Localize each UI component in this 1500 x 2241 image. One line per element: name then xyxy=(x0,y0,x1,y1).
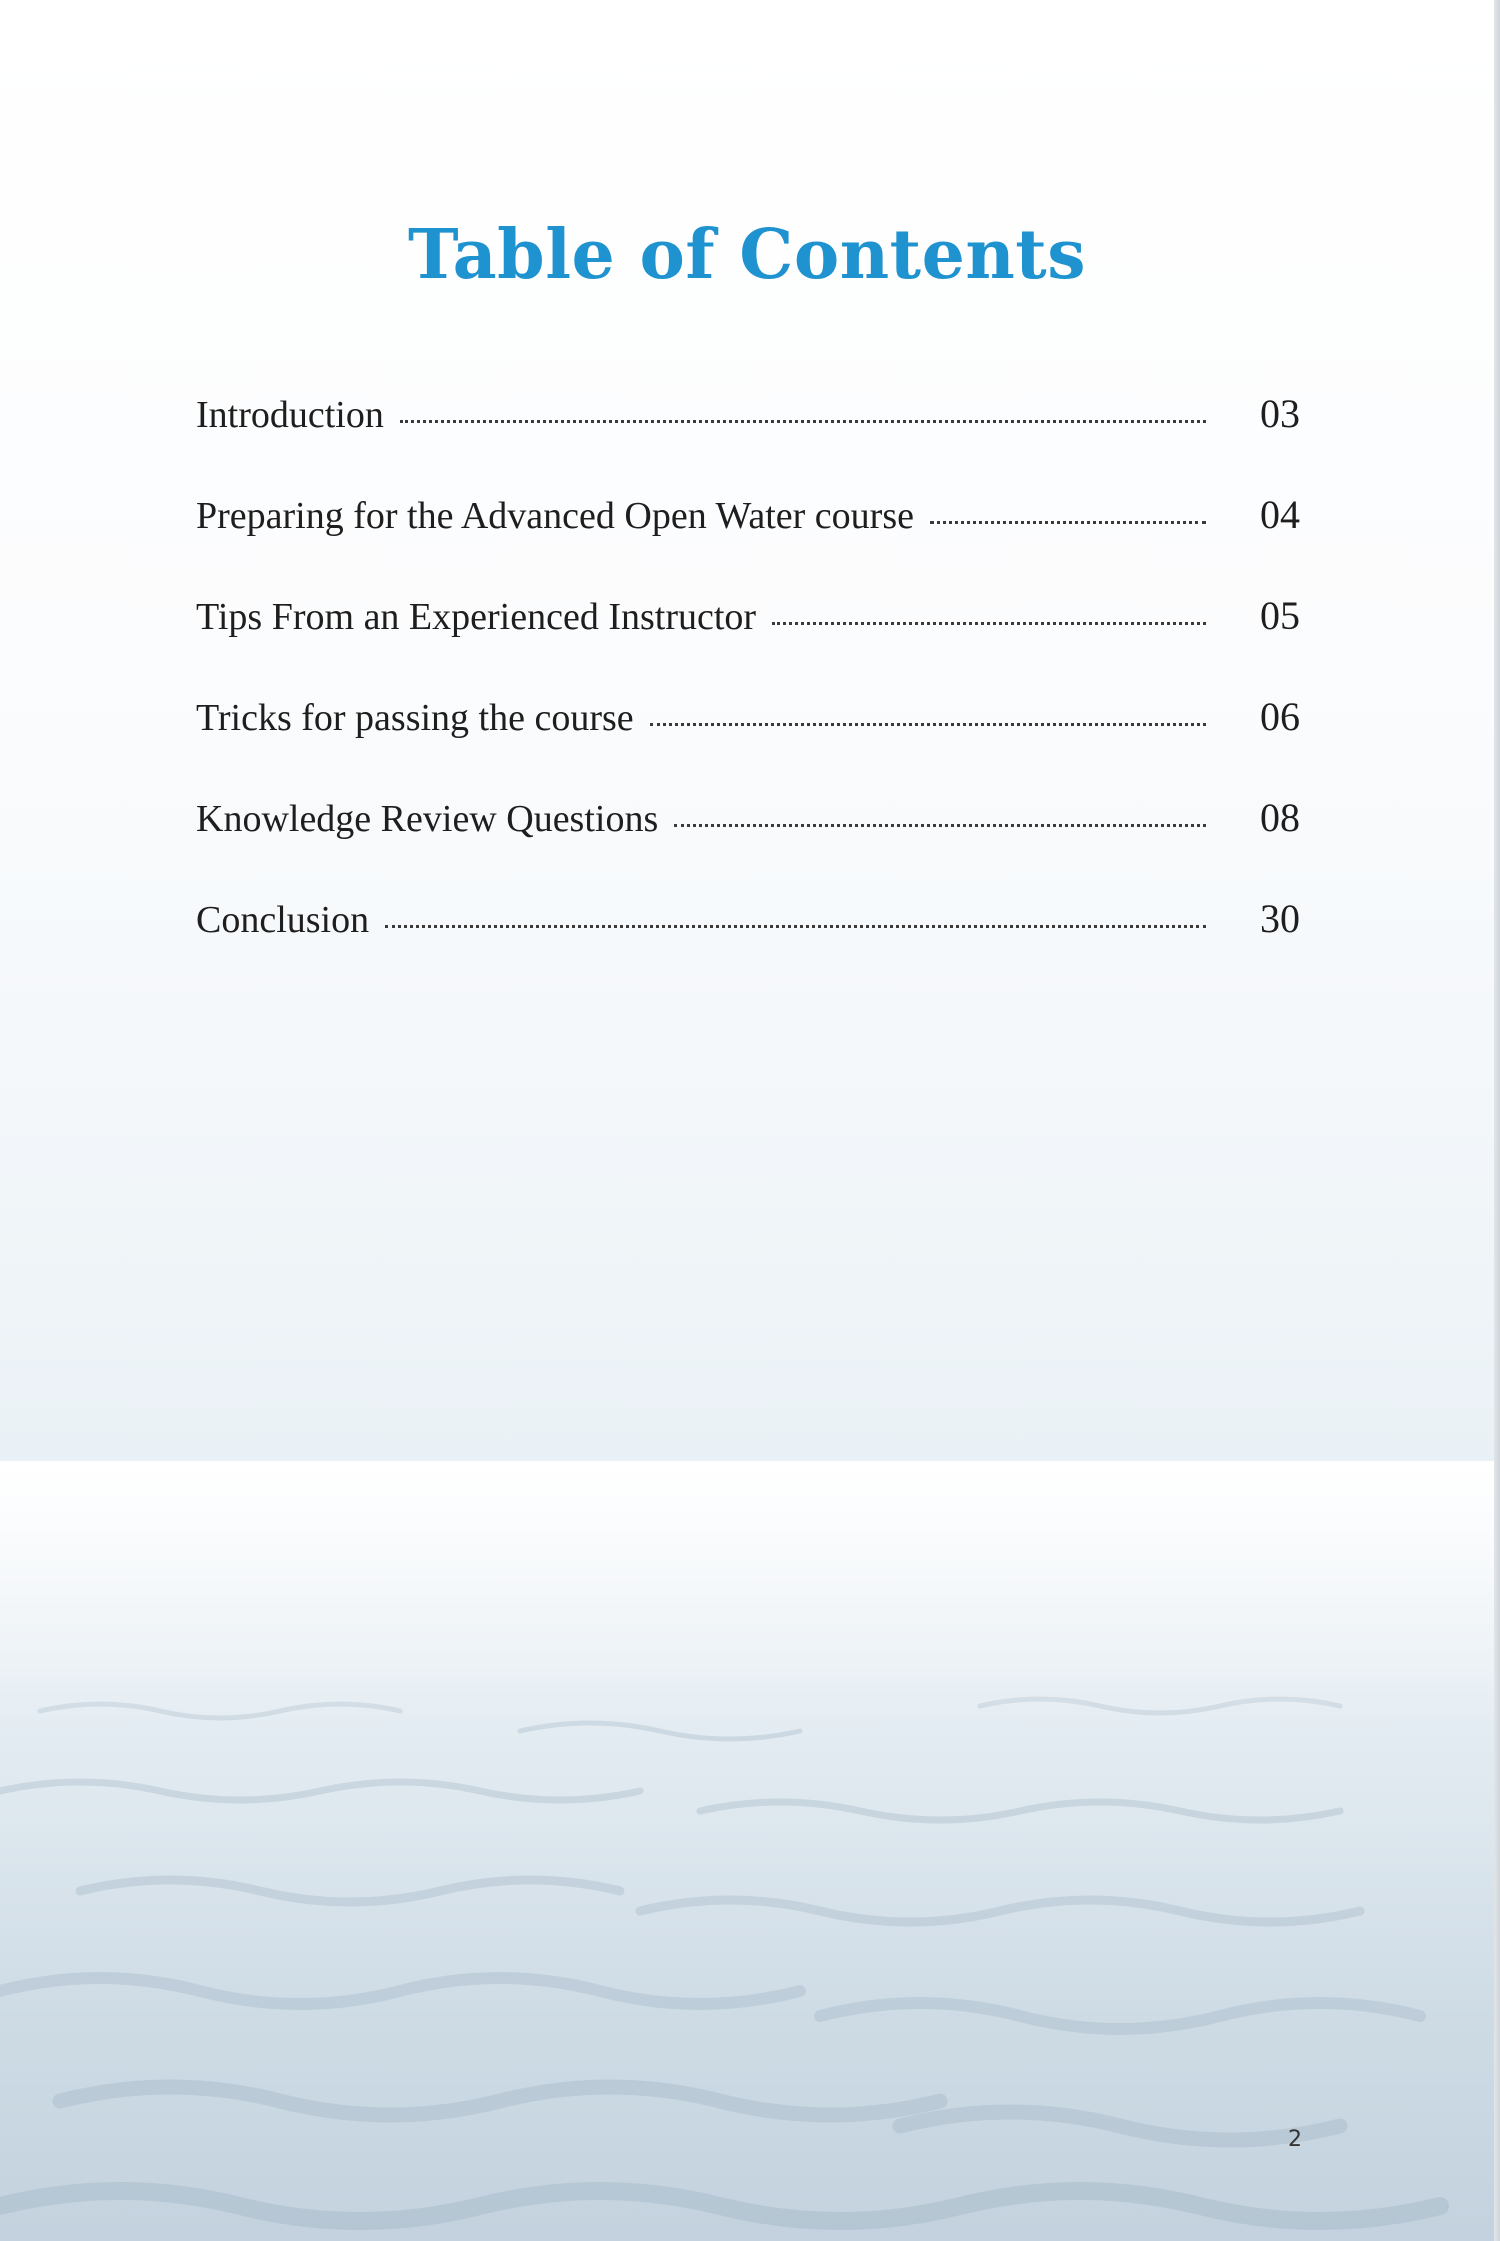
toc-entry-conclusion[interactable] xyxy=(196,895,1300,996)
toc-entry-label: Introduction xyxy=(196,394,384,436)
dot-leader xyxy=(930,521,1206,524)
toc-entry-preparing[interactable] xyxy=(196,491,1300,592)
toc-entry-introduction[interactable] xyxy=(196,390,1300,491)
toc-entry-page: 05 xyxy=(1260,593,1300,638)
toc-entry-page: 30 xyxy=(1260,896,1300,941)
toc-entry-label: Tips From an Experienced Instructor xyxy=(196,596,757,638)
dot-leader xyxy=(385,925,1206,928)
page-edge-shadow xyxy=(1494,0,1500,2241)
dot-leader xyxy=(650,723,1206,726)
toc-entry-label: Tricks for passing the course xyxy=(196,697,634,739)
toc-entry-label: Knowledge Review Questions xyxy=(196,798,659,840)
toc-entry-label: Preparing for the Advanced Open Water course xyxy=(196,495,914,537)
water-background-image xyxy=(0,1461,1494,2241)
toc-entry-label: Conclusion xyxy=(196,899,370,941)
toc-entry-page: 06 xyxy=(1260,694,1300,739)
toc-entry-page: 03 xyxy=(1260,391,1300,436)
page-title: Table of Contents xyxy=(408,214,1086,295)
toc-entry-tips[interactable] xyxy=(196,592,1300,693)
dot-leader xyxy=(772,622,1206,625)
toc-entry-knowledge-review[interactable] xyxy=(196,794,1300,895)
dot-leader xyxy=(674,824,1206,827)
toc-entry-tricks[interactable] xyxy=(196,693,1300,794)
page-number: 2 xyxy=(1288,2127,1302,2152)
dot-leader xyxy=(400,420,1206,423)
table-of-contents xyxy=(196,390,1300,996)
toc-entry-page: 04 xyxy=(1260,492,1300,537)
toc-entry-page: 08 xyxy=(1260,795,1300,840)
